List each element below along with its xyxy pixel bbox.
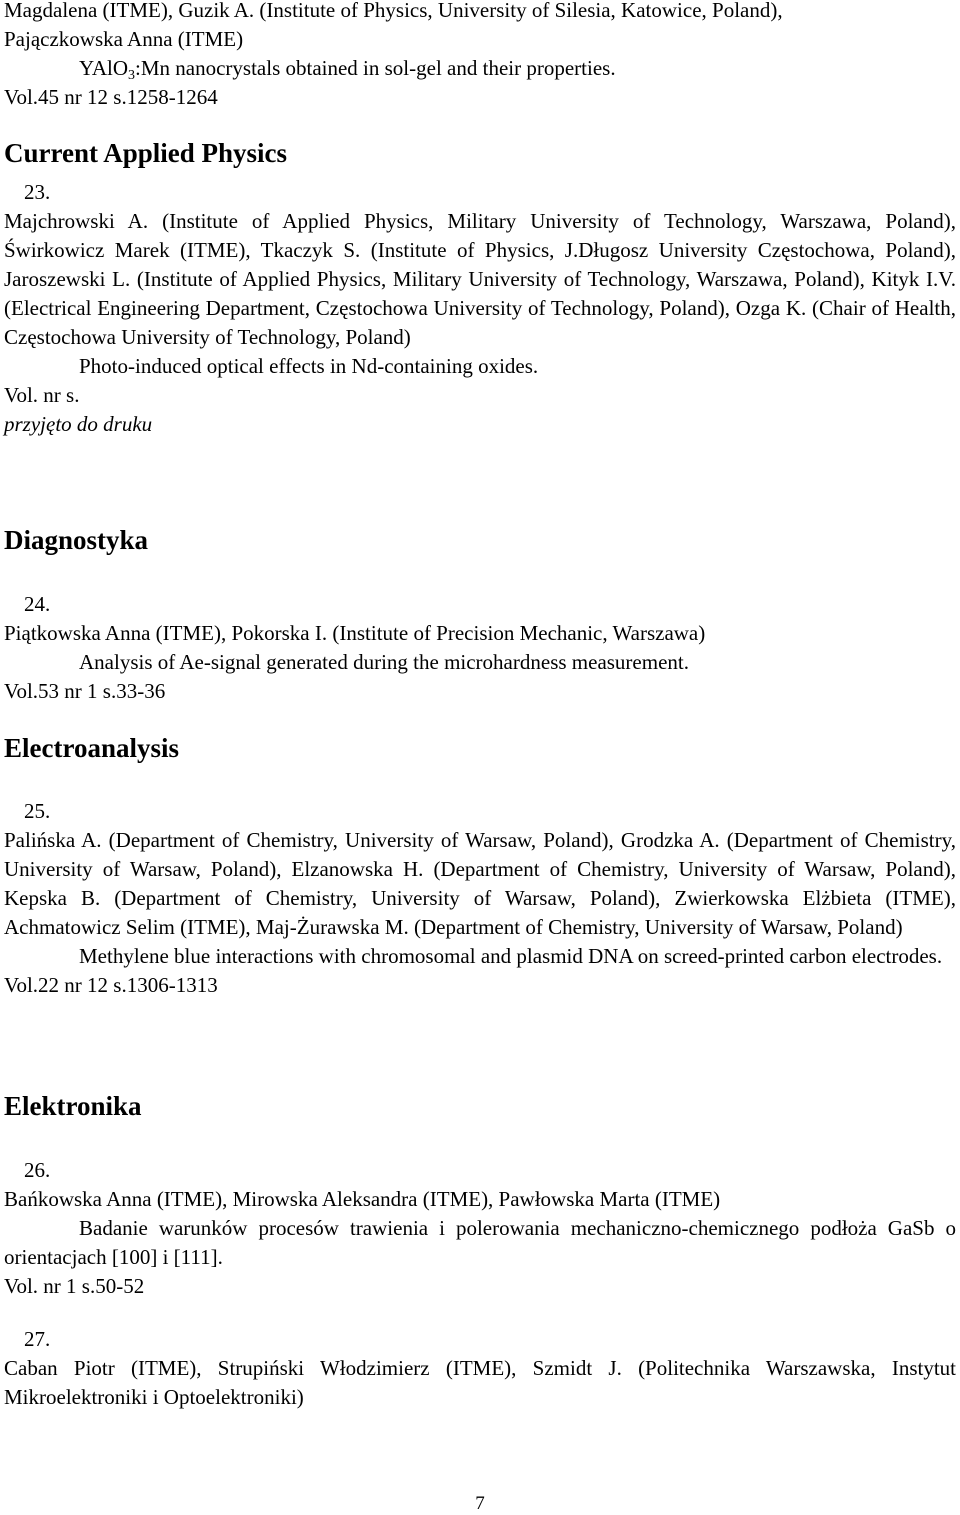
- entry-volume: Vol.53 nr 1 s.33-36: [4, 679, 166, 703]
- bibliography-entry: [4, 590, 956, 706]
- bibliography-entry: [4, 1156, 956, 1301]
- journal-heading: Current Applied Physics: [4, 138, 288, 168]
- entry-number: 27.: [24, 1327, 51, 1351]
- entry-volume: Vol. nr 1 s.50-52: [4, 1274, 145, 1298]
- entry-number: 23.: [24, 180, 51, 204]
- entry-volume: Vol. nr s.: [4, 383, 80, 407]
- entry-authors: Palińska A. (Department of Chemistry, University of Warsaw, Poland), Grodzka A. (Department of Chemistry, University of Warsaw, Poland), Elzanowska H. (Department of Chemistry, University of Warsaw, Poland), Kepska B. (Department of Chemistry, University of Warsaw, Poland), Zwierkowska Elżbieta (ITME), Achmatowicz Selim (ITME), Maj-Żurawska M. (Department of Chemistry, University of Warsaw, Poland): [4, 828, 956, 939]
- entry-title: [4, 54, 956, 83]
- bibliography-entry: [4, 797, 956, 1000]
- entry-number: 26.: [24, 1158, 51, 1182]
- entry-title-part: YAlO: [79, 56, 129, 80]
- entry-number: 25.: [24, 799, 51, 823]
- entry-number: 24.: [24, 592, 51, 616]
- entry-note: przyjęto do druku: [4, 412, 153, 436]
- bibliography-entry: [4, 1325, 956, 1412]
- entry-title-part: :Mn nanocrystals obtained in sol-gel and their properties.: [135, 56, 616, 80]
- page-number: 7: [475, 1493, 485, 1514]
- entry-authors: Bańkowska Anna (ITME), Mirowska Aleksandra (ITME), Pawłowska Marta (ITME): [4, 1187, 721, 1211]
- journal-heading: Elektronika: [4, 1091, 142, 1121]
- previous-entry-continuation: [4, 0, 956, 112]
- entry-authors: Caban Piotr (ITME), Strupiński Włodzimierz (ITME), Szmidt J. (Politechnika Warszawska, Instytut Mikroelektroniki i Optoelektroniki): [4, 1356, 956, 1409]
- entry-authors: Majchrowski A. (Institute of Applied Physics, Military University of Technology, Warszawa, Poland), Świrkowicz Marek (ITME), Tkaczyk S. (Institute of Physics, J.Długosz University Częstochowa, Poland), Jaroszewski L. (Institute of Applied Physics, Military University of Technology, Warszawa, Poland), Kityk I.V. (Electrical Engineering Department, Częstochowa University of Technology, Poland), Ozga K. (Chair of Health, Częstochowa University of Technology, Poland): [4, 209, 956, 349]
- entry-volume: Vol.22 nr 12 s.1306-1313: [4, 973, 218, 997]
- entry-title: Photo-induced optical effects in Nd-containing oxides.: [79, 354, 539, 378]
- entry-volume: Vol.45 nr 12 s.1258-1264: [4, 85, 218, 109]
- entry-authors-line: Pajączkowska Anna (ITME): [4, 27, 244, 51]
- entry-title: Methylene blue interactions with chromosomal and plasmid DNA on screed-printed carbon electrodes.: [79, 944, 943, 968]
- journal-heading: Electroanalysis: [4, 733, 179, 763]
- bibliography-entry: [4, 178, 956, 439]
- entry-authors-line: Magdalena (ITME), Guzik A. (Institute of Physics, University of Silesia, Katowice, Poland),: [4, 0, 783, 22]
- entry-title: Analysis of Ae-signal generated during the microhardness measurement.: [79, 650, 689, 674]
- entry-title-subscript: 3: [128, 68, 136, 83]
- entry-title: Badanie warunków procesów trawienia i polerowania mechaniczno-chemicznego podłoża GaSb o orientacjach [100] i [111].: [4, 1216, 956, 1269]
- journal-heading: Diagnostyka: [4, 525, 149, 555]
- entry-authors: Piątkowska Anna (ITME), Pokorska I. (Institute of Precision Mechanic, Warszawa): [4, 621, 706, 645]
